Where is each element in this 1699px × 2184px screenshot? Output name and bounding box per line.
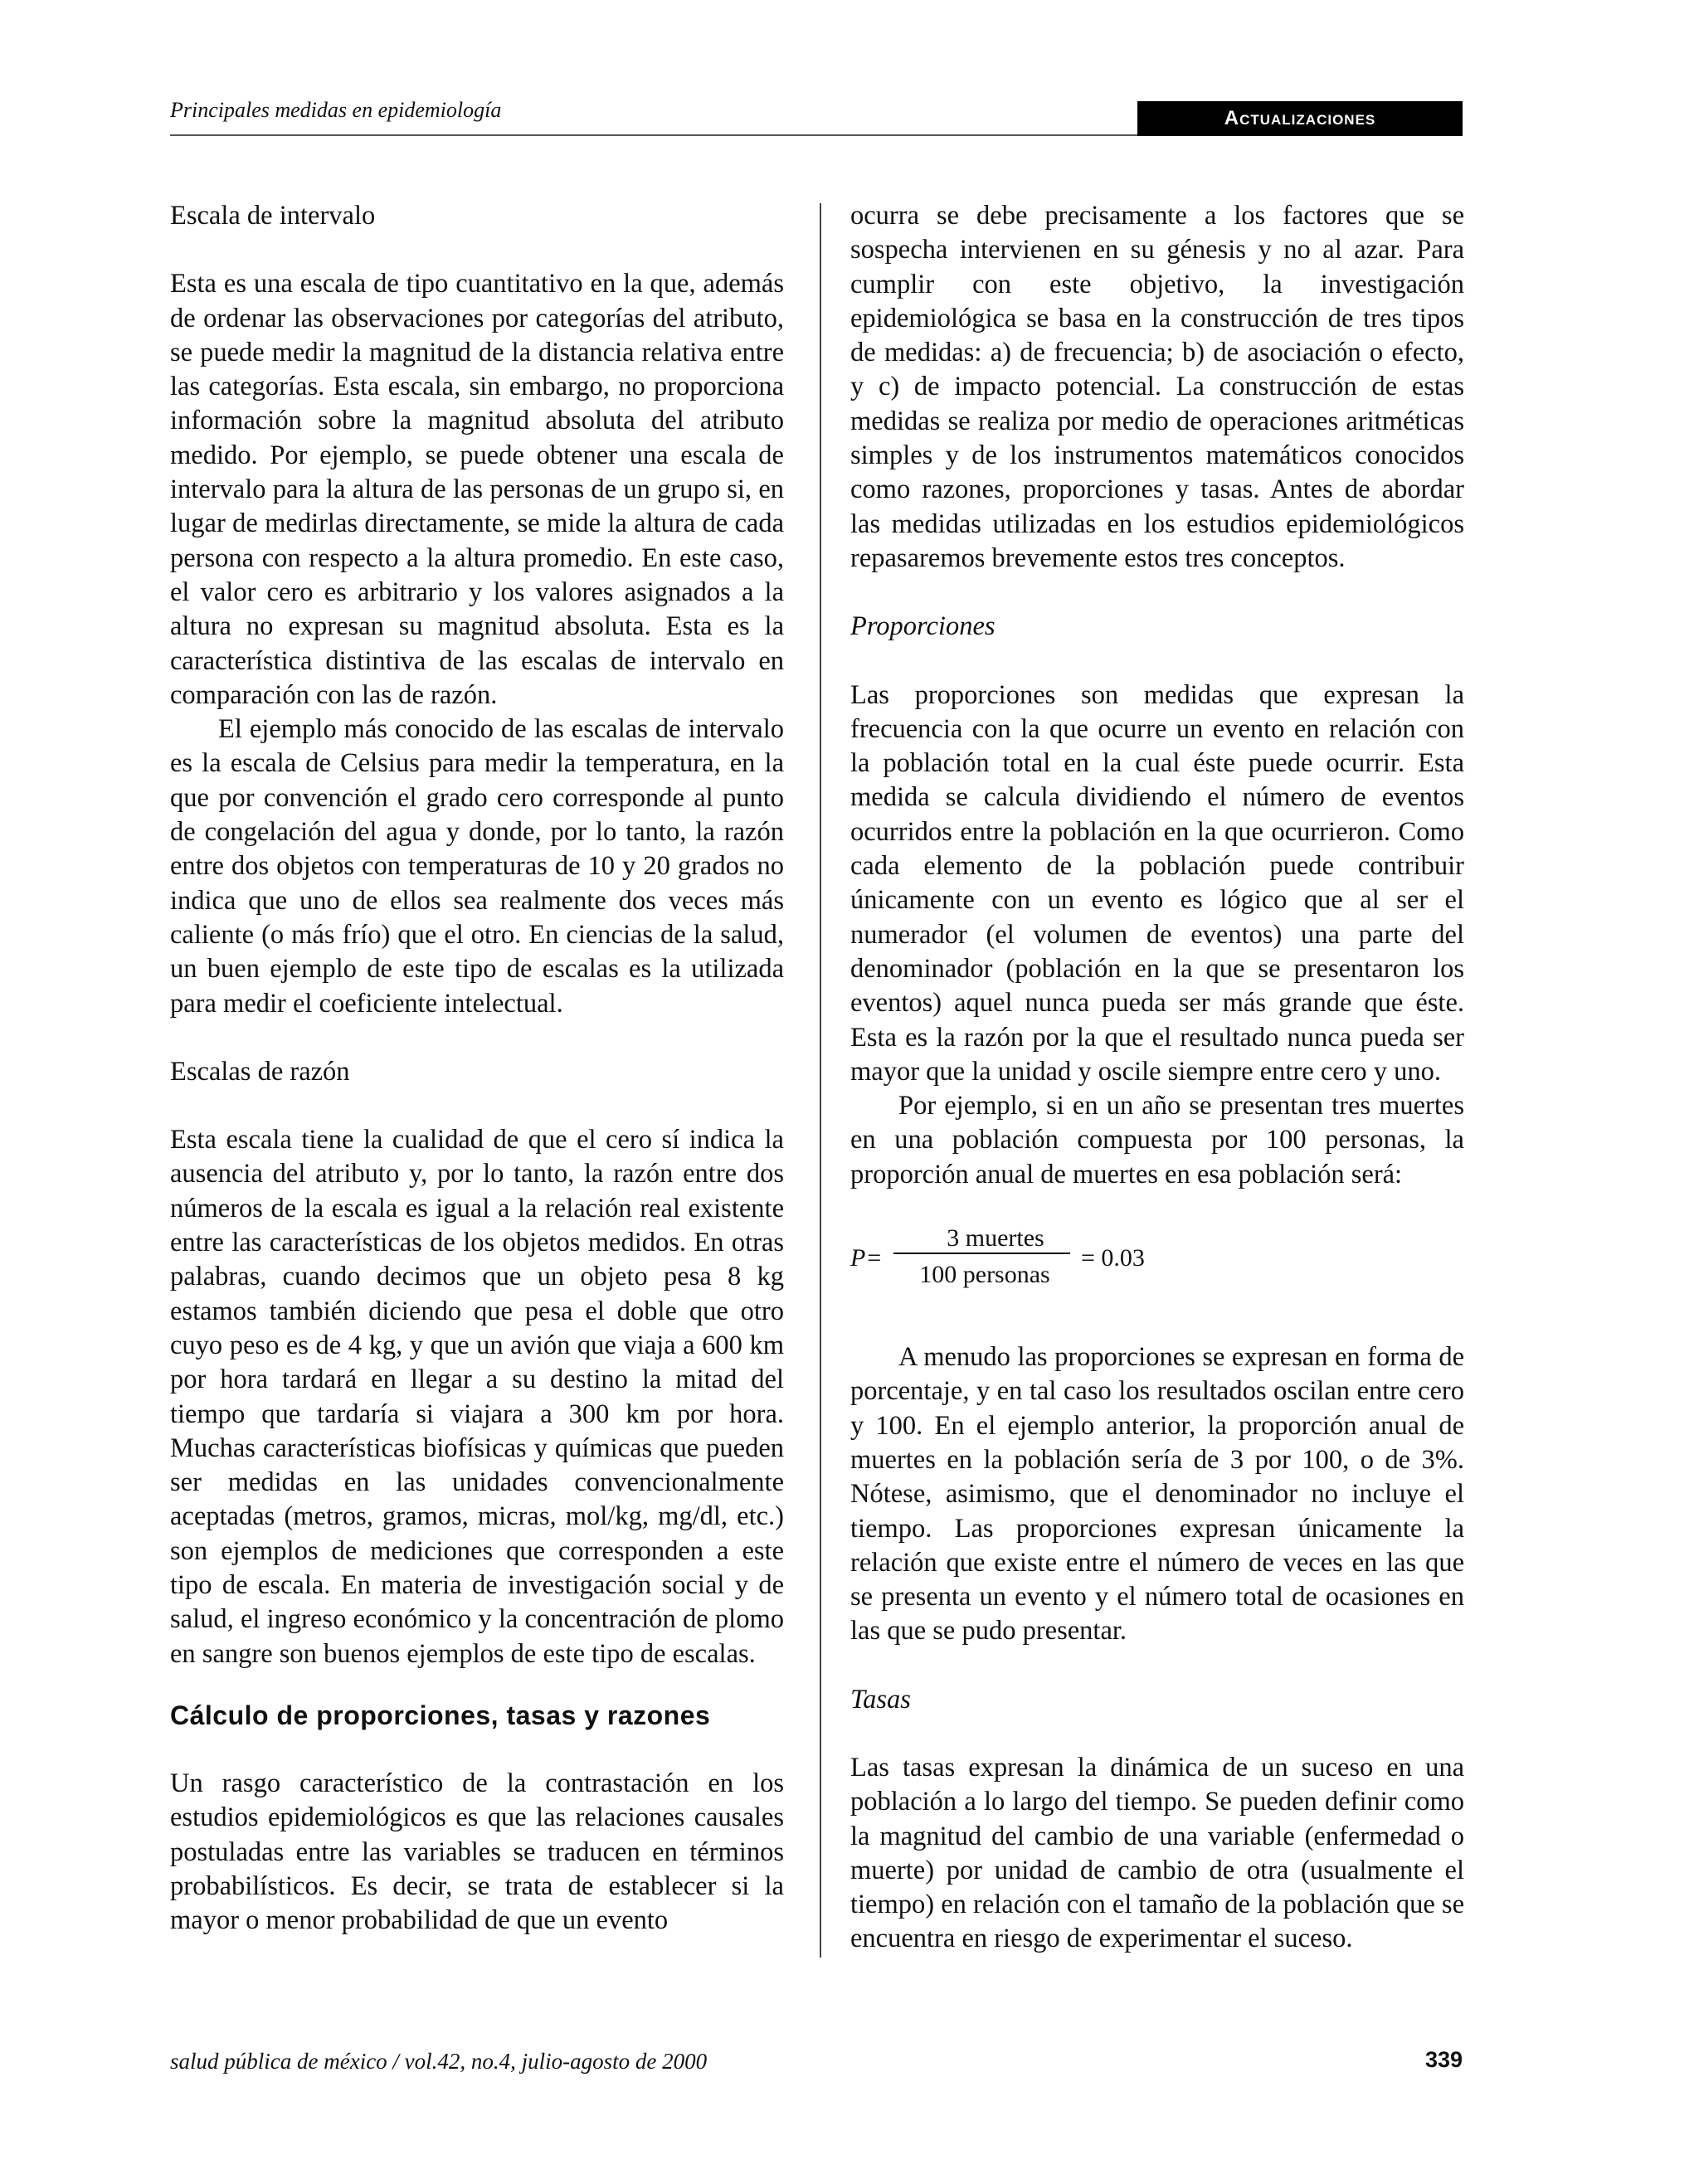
subheading-escala-intervalo: Escala de intervalo — [170, 201, 376, 231]
paragraph: El ejemplo más conocido de las escalas de intervalo es la escala de Celsius para medir la temperatura, en la que por convención el grado cero corresponde al punto de congelación del agua y donde, por lo tanto, la razón entre dos objetos con temperaturas de 10 y 20 grados no indica que uno de ellos sea realmente dos veces más caliente (o más frío) que el otro. En ciencias de la salud, un buen ejemplo de este tipo de escalas es la utilizada para medir el coeficiente intelectual. — [170, 714, 784, 1019]
paragraph: ocurra se debe precisamente a los factores que se sospecha intervienen en su génesis y no al azar. Para cumplir con este objetivo, la investigación epidemiológica se basa en la construcción de tres tipos de medidas: a) de frecuencia; b) de asociación o efecto, y c) de impacto potencial. La construcción de estas medidas se realiza por medio de operaciones aritméticas simples y de los instrumentos matemáticos conocidos como razones, proporciones y tasas. Antes de abordar las medidas utilizadas en los estudios epidemiológicos repasaremos brevemente estos tres conceptos. — [850, 201, 1464, 573]
page-header — [170, 98, 1463, 136]
paragraph: Las proporciones son medidas que expresan la frecuencia con la que ocurre un evento en relación con la población total en la cual éste puede ocurrir. Esta medida se calcula dividiendo el número de eventos ocurridos entre la población en la que ocurrieron. Como cada elemento de la población puede contribuir únicamente con un evento es lógico que al ser el numerador (el volumen de eventos) una parte del denominador (población en la que se presentaron los eventos) aquel nunca pueda ser más grande que éste. Esta es la razón por la que el resultado nunca pueda ser mayor que la unidad y oscile siempre entre cero y uno. — [850, 679, 1464, 1087]
paragraph: A menudo las proporciones se expresan en forma de porcentaje, y en tal caso los resultados oscilan entre cero y 100. En el ejemplo anterior, la proporción anual de muertes en la población sería de 3 por 100, o de 3%. Nótese, asimismo, que el denominador no incluye el tiempo. Las proporciones expresan únicamente la relación que existe entre el número de veces en las que se presenta un evento y el número total de ocasiones en las que se pudo presentar. — [850, 1342, 1464, 1647]
subheading-proporciones: Proporciones — [850, 611, 996, 642]
column-divider — [820, 203, 821, 1958]
subheading-escalas-razon: Escalas de razón — [170, 1056, 350, 1087]
section-badge: Actualizaciones — [1137, 101, 1463, 136]
paragraph: Esta es una escala de tipo cuantitativo en la que, además de ordenar las observaciones por categorías del atributo, se puede medir la magnitud de la distancia relativa entre las categorías. Esta escala, sin embargo, no proporciona información sobre la magnitud absoluta del atributo medido. Por ejemplo, se puede obtener una escala de intervalo para la altura de las personas de un grupo si, en lugar de medirlas directamente, se mide la altura de cada persona con respecto a la altura promedio. En este caso, el valor cero es arbitrario y los valores asignados a la altura no expresan su magnitud absoluta. Esta es la característica distintiva de las escalas de intervalo en comparación con las de razón. — [170, 269, 784, 710]
paragraph: Un rasgo característico de la contrastación en los estudios epidemiológicos es que las relaciones causales postuladas entre las variables se traducen en términos probabilísticos. Es decir, se trata de establecer si la mayor o menor probabilidad de que un evento — [170, 1768, 784, 1936]
paragraph: Esta escala tiene la cualidad de que el cero sí indica la ausencia del atributo y, por lo tanto, la razón entre dos números de la escala es igual a la relación real existente entre las características de los objetos medidos. En otras palabras, cuando decimos que un objeto pesa 8 kg estamos también diciendo que pesa el doble que otro cuyo peso es de 4 kg, y que un avión que viaja a 600 km por hora tardará en llegar a su destino la mitad del tiempo que tardaría si viajara a 300 km por hora. Muchas características biofísicas y químicas que pueden ser medidas en las unidades convencionalmente aceptadas (metros, gramos, micras, mol/kg, mg/dl, etc.) son ejemplos de mediciones que corresponden a este tipo de escala. En materia de investigación social y de salud, el ingreso económico y la concentración de plomo en sangre son buenos ejemplos de este tipo de escalas. — [170, 1125, 784, 1669]
page-number: 339 — [1424, 2047, 1463, 2072]
formula-lhs: P= — [850, 1244, 883, 1272]
subheading-tasas: Tasas — [850, 1684, 911, 1715]
paragraph: Por ejemplo, si en un año se presentan tres muertes en una población compuesta por 100 personas, la proporción anual de muertes en esa población será: — [850, 1091, 1464, 1189]
journal-footer: salud pública de méxico / vol.42, no.4, julio-agosto de 2000 — [170, 2049, 708, 2074]
formula-denominator: 100 personas — [919, 1261, 1050, 1289]
fraction-bar — [893, 1253, 1070, 1254]
running-title: Principales medidas en epidemiología — [170, 98, 502, 122]
paragraph: Las tasas expresan la dinámica de un suceso en una población a lo largo del tiempo. Se pueden definir como la magnitud del cambio de una variable (enfermedad o muerte) por unidad de cambio de otra (usualmente el tiempo) en relación con el tamaño de la población que se encuentra en riesgo de experimentar el suceso. — [850, 1752, 1464, 1954]
formula-result: = 0.03 — [1081, 1244, 1145, 1272]
right-column — [850, 199, 1464, 1957]
formula-numerator: 3 muertes — [947, 1224, 1044, 1253]
section-heading: Cálculo de proporciones, tasas y razones — [170, 1700, 711, 1730]
proportion-formula — [850, 1221, 1464, 1301]
left-column — [170, 199, 784, 1938]
